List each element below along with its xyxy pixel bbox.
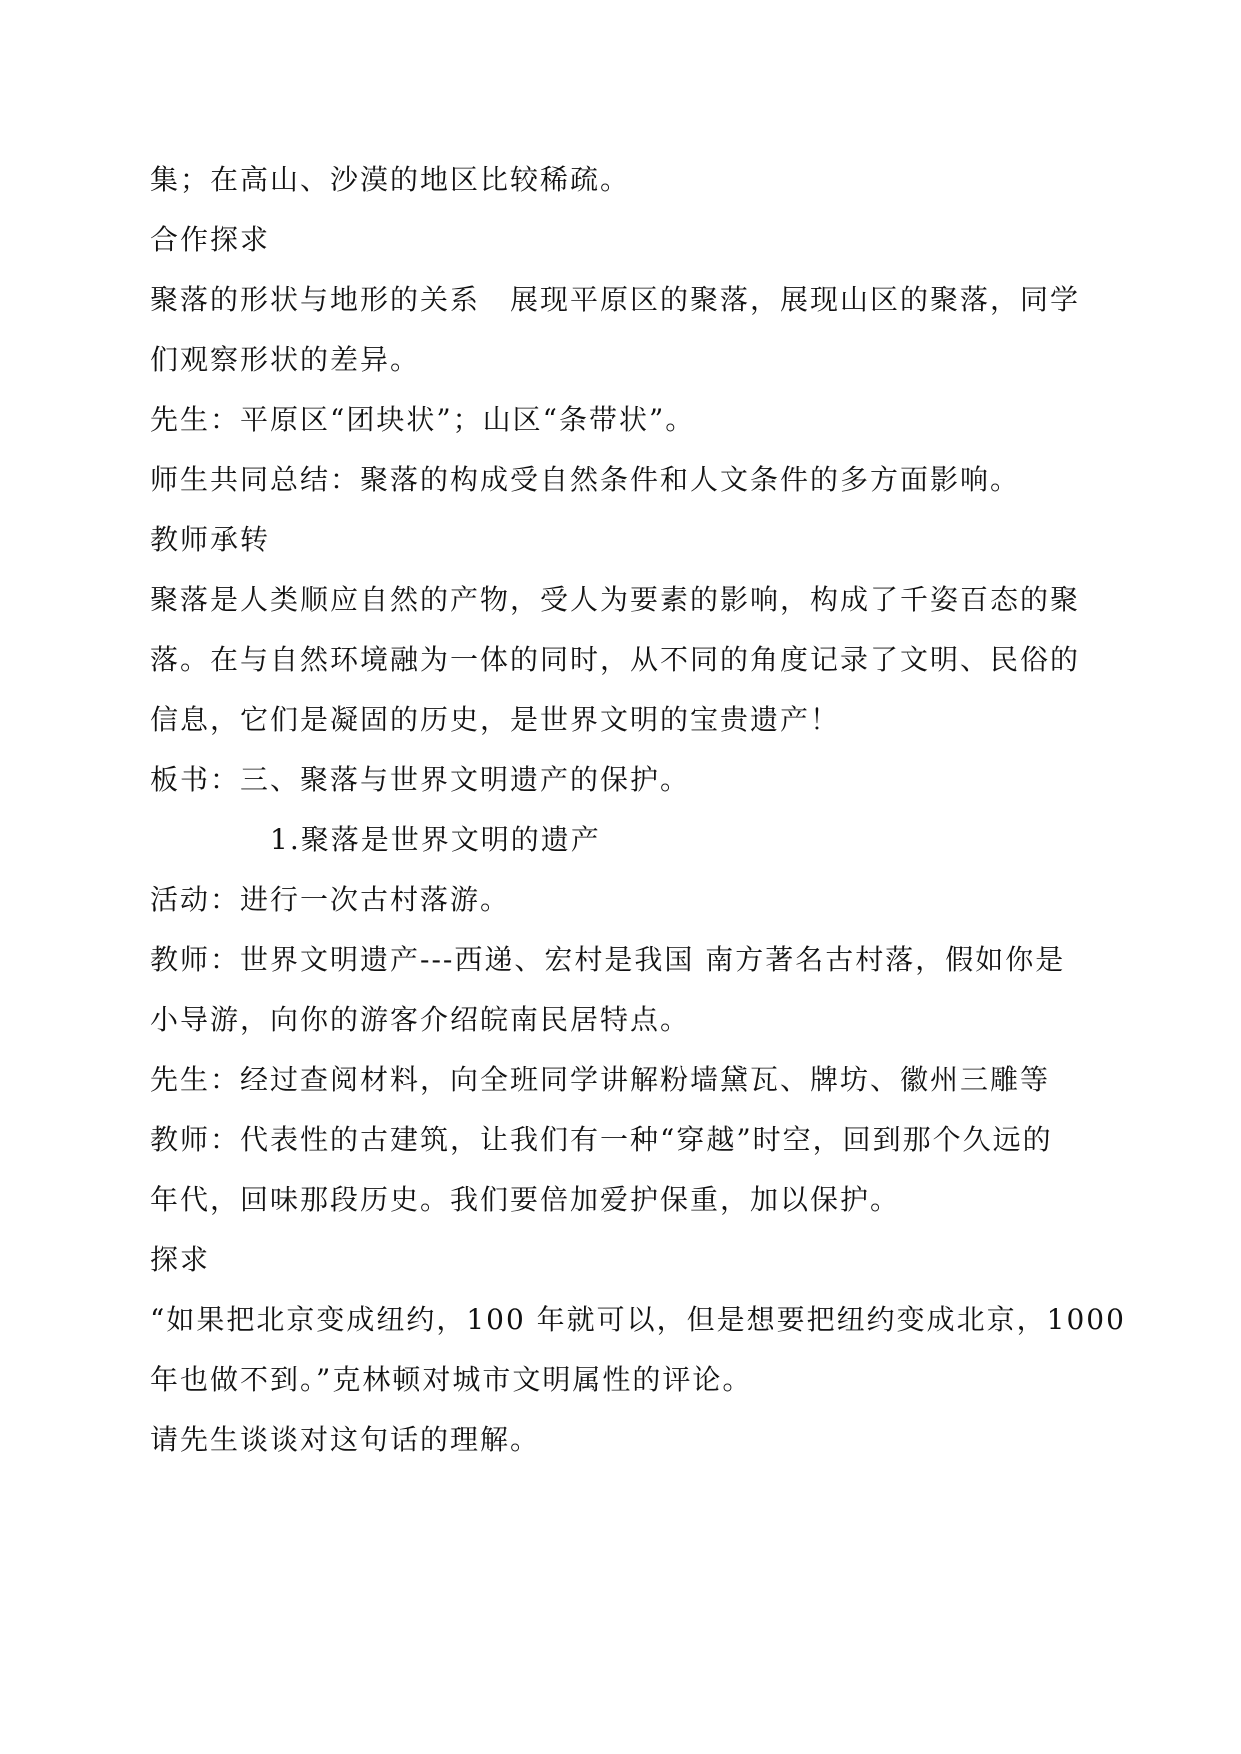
section-heading: 探求 — [150, 1243, 211, 1276]
paragraph-line: 教师：代表性的古建筑，让我们有一种“穿越”时空，回到那个久远的 — [150, 1123, 1053, 1156]
paragraph-line: 先生：平原区“团块状”；山区“条带状”。 — [150, 403, 696, 436]
paragraph-line: 们观察形状的差异。 — [150, 343, 421, 376]
paragraph-line: 年代，回味那段历史。我们要倍加爱护保重，加以保护。 — [150, 1183, 901, 1216]
section-heading: 教师承转 — [150, 523, 271, 556]
paragraph-line: 聚落是人类顺应自然的产物，受人为要素的影响，构成了千姿百态的聚 — [150, 583, 1081, 616]
paragraph-line: 集；在高山、沙漠的地区比较稀疏。 — [150, 163, 631, 196]
paragraph-line: 板书：三、聚落与世界文明遗产的保护。 — [150, 763, 691, 796]
paragraph-line: 聚落的形状与地形的关系 展现平原区的聚落，展现山区的聚落，同学 — [150, 283, 1081, 316]
paragraph-line: 活动：进行一次古村落游。 — [150, 883, 511, 916]
paragraph-line: 信息，它们是凝固的历史，是世界文明的宝贵遗产！ — [150, 703, 841, 736]
board-item: 1.聚落是世界文明的遗产 — [270, 823, 601, 856]
document-body — [150, 150, 1126, 1470]
quote-line: “如果把北京变成纽约，100 年就可以，但是想要把纽约变成北京，1000 — [150, 1303, 1126, 1336]
paragraph-line: 年也做不到。”克林顿对城市文明属性的评论。 — [150, 1363, 753, 1396]
section-heading: 合作探求 — [150, 223, 271, 256]
paragraph-line: 先生：经过查阅材料，向全班同学讲解粉墙黛瓦、牌坊、徽州三雕等 — [150, 1063, 1051, 1096]
paragraph-line: 请先生谈谈对这句话的理解。 — [150, 1423, 541, 1456]
paragraph-line: 落。在与自然环境融为一体的同时，从不同的角度记录了文明、民俗的 — [150, 643, 1081, 676]
paragraph-line: 师生共同总结：聚落的构成受自然条件和人文条件的多方面影响。 — [150, 463, 1021, 496]
paragraph-line: 小导游，向你的游客介绍皖南民居特点。 — [150, 1003, 691, 1036]
paragraph-line: 教师：世界文明遗产---西递、宏村是我国 南方著名古村落，假如你是 — [150, 943, 1066, 976]
